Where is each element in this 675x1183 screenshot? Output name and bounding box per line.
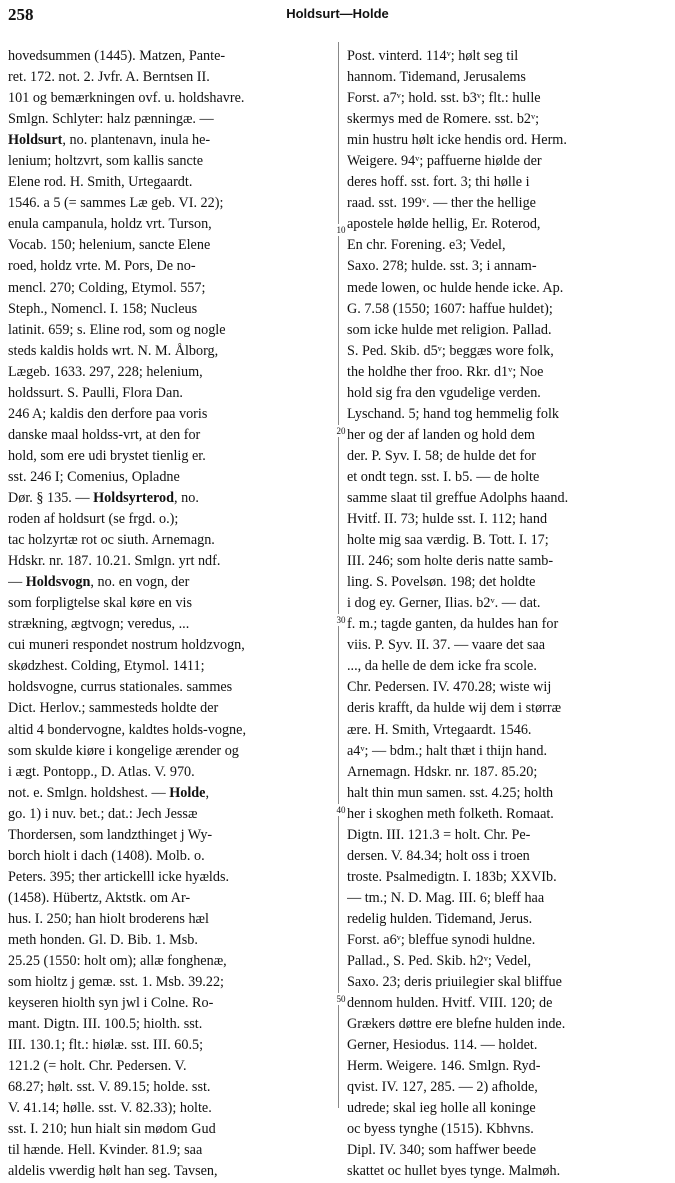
text-line: the holdhe ther froo. Rkr. d1ᵛ; Noe <box>347 363 544 380</box>
text-line: her i skoghen meth folketh. Romaat. <box>347 805 554 822</box>
text-line: latinit. 659; s. Eline rod, som og nogle <box>8 321 226 338</box>
text-line: Forst. a6ᵛ; bleffue synodi huldne. <box>347 931 536 948</box>
text-line: cui muneri respondet nostrum holdzvogn, <box>8 637 245 654</box>
text-line: — tm.; N. D. Mag. III. 6; bleff haa <box>347 889 545 906</box>
text-line: hold, som ere udi brystet tienlig er. <box>8 447 206 464</box>
text-line: G. 7.58 (1550; 1607: haffue huldet); <box>347 300 553 317</box>
text-line: sst. 246 I; Comenius, Opladne <box>8 468 180 485</box>
text-line: Saxo. 278; hulde. sst. 3; i annam- <box>347 258 537 275</box>
text-line: roed, holdz vrte. M. Pors, De no- <box>8 258 196 275</box>
text-line: redelig hulden. Tidemand, Jerus. <box>347 910 533 927</box>
text-line: Holdsurt, no. plantenavn, inula he- <box>8 132 211 149</box>
text-line: i dog ey. Gerner, Ilias. b2ᵛ. — dat. <box>347 595 541 612</box>
text-line: keyseren hiolth syn jwl i Colne. Ro- <box>8 995 214 1012</box>
line-marker: 30 <box>334 614 348 626</box>
text-line: som forpligtelse skal køre en vis <box>8 595 193 612</box>
text-line: raad. sst. 199ᵛ. — ther the hellige <box>347 195 536 212</box>
text-line: deres hoff. sst. fort. 3; thi hølle i <box>347 174 530 191</box>
text-line: apostele hølde hellig, Er. Roterod, <box>347 216 541 233</box>
text-line: Dør. § 135. — Holdsyrterod, no. <box>8 489 199 506</box>
text-line: Saxo. 23; deris priuilegier skal bliffue <box>347 974 562 991</box>
text-line: III. 130.1; flt.: hiølæ. sst. III. 60.5; <box>8 1037 204 1054</box>
text-line: Dict. Herlov.; sammesteds holdte der <box>8 700 219 717</box>
line-marker: 20 <box>334 425 348 437</box>
text-line: Lægeb. 1633. 297, 228; helenium, <box>8 363 203 380</box>
text-line: der. P. Syv. I. 58; de hulde det for <box>347 447 537 464</box>
text-line: Gerner, Hesiodus. 114. — holdet. <box>347 1037 538 1054</box>
text-line: Thordersen, som landzthinget j Wy- <box>8 826 213 843</box>
line-marker: 40 <box>334 804 348 816</box>
text-line: Pallad., S. Ped. Skib. h2ᵛ; Vedel, <box>347 953 532 970</box>
text-line: Digtn. III. 121.3 = holt. Chr. Pe- <box>347 826 531 843</box>
text-line: som icke hulde met religion. Pallad. <box>347 321 552 338</box>
text-line: dennom hulden. Hvitf. VIII. 120; de <box>347 995 553 1012</box>
text-line: S. Ped. Skib. d5ᵛ; beggæs wore folk, <box>347 342 554 359</box>
right-column <box>347 46 669 1183</box>
text-line: oc byess tynghe (1515). Kbhvns. <box>347 1121 534 1138</box>
text-line: her og der af landen og hold dem <box>347 426 535 443</box>
text-line: go. 1) i nuv. bet.; dat.: Jech Jessæ <box>8 805 198 822</box>
text-line: Chr. Pedersen. IV. 470.28; wiste wij <box>347 679 552 696</box>
text-line: Dipl. IV. 340; som haffwer beede <box>347 1142 536 1159</box>
text-line: hannom. Tidemand, Jerusalems <box>347 69 526 86</box>
text-line: 101 og bemærkningen ovf. u. holdshavre. <box>8 90 245 107</box>
text-line: altid 4 bondervogne, kaldtes holds-vogne, <box>8 721 246 738</box>
text-line: Smlgn. Schlyter: halz pænningæ. — <box>8 111 214 128</box>
text-line: 25.25 (1550: holt om); allæ fonghenæ, <box>8 953 227 970</box>
text-line: ære. H. Smith, Vrtegaardt. 1546. <box>347 721 532 738</box>
text-line: min hustru hølt icke hendis ord. Herm. <box>347 132 567 149</box>
column-divider <box>338 42 339 1108</box>
text-line: — Holdsvogn, no. en vogn, der <box>8 574 190 591</box>
text-line: holdsvogne, currus stationales. sammes <box>8 679 233 696</box>
text-line: Peters. 395; ther artickelll icke hyælds. <box>8 868 230 885</box>
text-line: ..., da helle de dem icke fra scole. <box>347 658 537 675</box>
text-line: troste. Psalmedigtn. I. 183b; XXVIb. <box>347 868 557 885</box>
text-line: strækning, ægtvogn; veredus, ... <box>8 616 190 633</box>
text-line: Steph., Nomencl. I. 158; Nucleus <box>8 300 198 317</box>
text-line: Grækers døttre ere blefne hulden inde. <box>347 1016 566 1033</box>
text-line: 121.2 (= holt. Chr. Pedersen. V. <box>8 1058 187 1075</box>
text-line: f. m.; tagde ganten, da huldes han for <box>347 616 559 633</box>
text-line: mencl. 270; Colding, Etymol. 557; <box>8 279 206 296</box>
text-line: hovedsummen (1445). Matzen, Pante- <box>8 48 226 64</box>
text-line: En chr. Forening. e3; Vedel, <box>347 237 506 254</box>
text-line: V. 41.14; hølle. sst. V. 82.33); holte. <box>8 1100 212 1117</box>
text-line: Weigere. 94ᵛ; paffuerne hiølde der <box>347 153 542 170</box>
text-line: et ondt tegn. sst. I. b5. — de holte <box>347 468 540 485</box>
text-line: som hioltz j gemæ. sst. 1. Msb. 39.22; <box>8 974 224 991</box>
text-line: holdssurt. S. Paulli, Flora Dan. <box>8 384 183 401</box>
text-line: tac holzyrtæ rot oc siuth. Arnemagn. <box>8 532 215 549</box>
text-line: aldelis vwerdig hølt han seg. Tavsen, <box>8 1163 218 1180</box>
text-line: enula campanula, holdz vrt. Turson, <box>8 216 212 233</box>
text-line: samme slaat til greffue Adolphs haand. <box>347 489 569 506</box>
text-line: skødzhest. Colding, Etymol. 1411; <box>8 658 205 675</box>
text-line: Post. vinterd. 114ᵛ; hølt seg til <box>347 48 519 64</box>
text-line: Forst. a7ᵛ; hold. sst. b3ᵛ; flt.: hulle <box>347 90 541 107</box>
page-header <box>0 0 675 30</box>
text-line: som skulde kiøre i kongelige ærender og <box>8 742 239 759</box>
text-line: skattet oc hullet byes tynge. Malmøh. <box>347 1163 561 1180</box>
text-line: ling. S. Povelsøn. 198; det holdte <box>347 574 536 591</box>
text-line: Elene rod. H. Smith, Urtegaardt. <box>8 174 193 191</box>
text-line: (1458). Hübertz, Aktstk. om Ar- <box>8 889 191 906</box>
text-line: Hvitf. II. 73; hulde sst. I. 112; hand <box>347 511 548 528</box>
text-line: skermys med de Romere. sst. b2ᵛ; <box>347 111 540 128</box>
text-line: Hdskr. nr. 187. 10.21. Smlgn. yrt ndf. <box>8 553 221 570</box>
line-marker: 10 <box>334 224 348 236</box>
text-line: 1546. a 5 (= sammes Læ geb. VI. 22); <box>8 195 224 212</box>
text-line: Arnemagn. Hdskr. nr. 187. 85.20; <box>347 763 538 780</box>
text-line: til hænde. Hell. Kvinder. 81.9; saa <box>8 1142 203 1159</box>
text-line: 246 A; kaldis den derfore paa voris <box>8 405 208 422</box>
text-line: lenium; holtzvrt, som kallis sancte <box>8 153 204 170</box>
text-line: steds kaldis holds wrt. N. M. Ålborg, <box>8 342 219 359</box>
text-line: meth honden. Gl. D. Bib. 1. Msb. <box>8 931 198 948</box>
text-line: hus. I. 250; han hiolt broderens hæl <box>8 910 209 927</box>
text-line: borch hiolt i dach (1408). Molb. o. <box>8 847 205 864</box>
text-line: viis. P. Syv. II. 37. — vaare det saa <box>347 637 546 654</box>
text-line: hold sig fra den vgudelige verden. <box>347 384 541 401</box>
text-line: deris krafft, da hulde wij dem i størræ <box>347 700 562 717</box>
text-line: danske maal holdss-vrt, at den for <box>8 426 201 443</box>
text-line: mant. Digtn. III. 100.5; hiolth. sst. <box>8 1016 203 1033</box>
text-line: halt thin mun samen. sst. 4.25; holth <box>347 784 554 801</box>
running-head: Holdsurt—Holde <box>286 6 389 21</box>
page-number: 258 <box>8 5 34 24</box>
text-line: Lyschand. 5; hand tog hemmelig folk <box>347 405 559 422</box>
text-line: qvist. IV. 127, 285. — 2) afholde, <box>347 1079 538 1096</box>
text-line: ret. 172. not. 2. Jvfr. A. Berntsen II. <box>8 69 210 86</box>
text-line: not. e. Smlgn. holdshest. — Holde, <box>8 784 210 801</box>
text-line: i ægt. Pontopp., D. Atlas. V. 970. <box>8 763 195 780</box>
text-line: a4ᵛ; — bdm.; halt thæt i thijn hand. <box>347 742 548 759</box>
line-marker: 50 <box>334 993 348 1005</box>
text-line: sst. I. 210; hun hialt sin mødom Gud <box>8 1121 216 1138</box>
text-line: dersen. V. 84.34; holt oss i troen <box>347 847 530 864</box>
text-line: 68.27; hølt. sst. V. 89.15; holde. sst. <box>8 1079 211 1096</box>
left-column <box>8 46 330 1183</box>
text-line: roden af holdsurt (se frgd. o.); <box>8 511 179 528</box>
text-line: Herm. Weigere. 146. Smlgn. Ryd- <box>347 1058 541 1075</box>
text-line: mede lowen, oc hulde hende icke. Ap. <box>347 279 564 296</box>
text-line: udrede; skal ieg holle all koninge <box>347 1100 536 1117</box>
text-line: holte mig saa værdig. B. Tott. I. 17; <box>347 532 549 549</box>
text-line: Vocab. 150; helenium, sancte Elene <box>8 237 211 254</box>
text-line: III. 246; som holte deris natte samb- <box>347 553 554 570</box>
